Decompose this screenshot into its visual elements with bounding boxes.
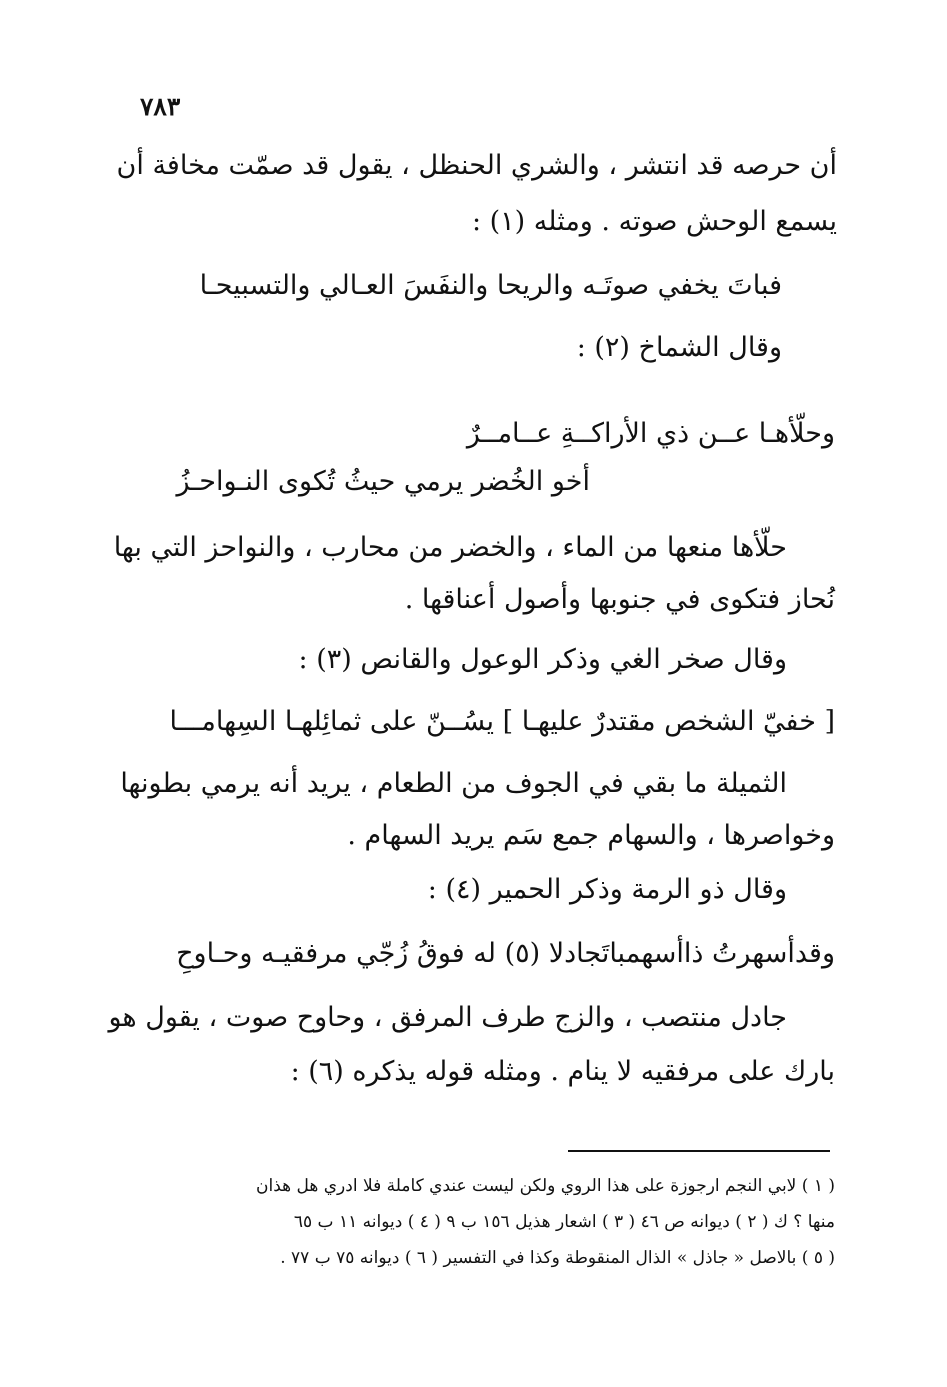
footnote-line: ( ٥ ) بالاصل « جاذل » الذال المنقوطة وكذا في التفسير ( ٦ ) ديوانه ٧٥ ب ٧٧ . (280, 1248, 835, 1268)
body-line: الثميلة ما بقي في الجوف من الطعام ، يريد أنه يرمي بطونها (120, 768, 787, 799)
verse-line: وحلّأهـا عــن ذي الأراكــةِ عــامــرٌ (466, 418, 835, 449)
verse-line: وقدأسهرتُ ذاأسهمباتَجادلا (٥) له فوقُ زُجّي مرفقيـه وحـاوحِ (176, 938, 835, 969)
body-line: وقال الشماخ (٢) : (576, 332, 782, 363)
verse-line: [ خفيّ الشخص مقتدرٌ عليهـا ] يسُــنّ على ثمائِلهـا السِهامـــا (169, 706, 835, 737)
footnote-separator (568, 1150, 830, 1152)
footnote-line: منها ؟ ك ( ٢ ) ديوانه ص ٤٦ ( ٣ ) اشعار هذيل ١٥٦ ب ٩ ( ٤ ) ديوانه ١١ ب ٦٥ (293, 1212, 835, 1232)
body-line: أن حرصه قد انتشر ، والشري الحنظل ، يقول قد صمّت مخافة أن (116, 150, 837, 181)
verse-line: أخو الخُضر يرمي حيثُ تُكوى النـواحـزُ (176, 466, 590, 497)
body-line: نُحاز فتكوى في جنوبها وأصول أعناقها . (404, 584, 835, 615)
body-line: حلّأها منعها من الماء ، والخضر من محارب ، والنواحز التي بها (113, 532, 787, 563)
body-line: وقال ذو الرمة وذكر الحمير (٤) : (427, 874, 787, 905)
body-line: وقال صخر الغي وذكر الوعول والقانص (٣) : (298, 644, 787, 675)
body-line: وخواصرها ، والسهام جمع سَم يريد السهام . (347, 820, 835, 851)
page-number: ٧٨٣ (140, 92, 181, 121)
body-line: بارك على مرفقيه لا ينام . ومثله قوله يذكره (٦) : (290, 1056, 835, 1087)
body-line: يسمع الوحش صوته . ومثله (١) : (471, 206, 837, 237)
verse-line: فباتَ يخفي صوتَـه والريحا والنفَسَ العـالي والتسبيحـا (199, 270, 782, 301)
footnote-line: ( ١ ) لابي النجم ارجوزة على هذا الروي ولكن ليست عندي كاملة فلا ادري هل هذان (255, 1176, 835, 1196)
body-line: جادل منتصب ، والزج طرف المرفق ، وحاوح صوت ، يقول هو (108, 1002, 787, 1033)
